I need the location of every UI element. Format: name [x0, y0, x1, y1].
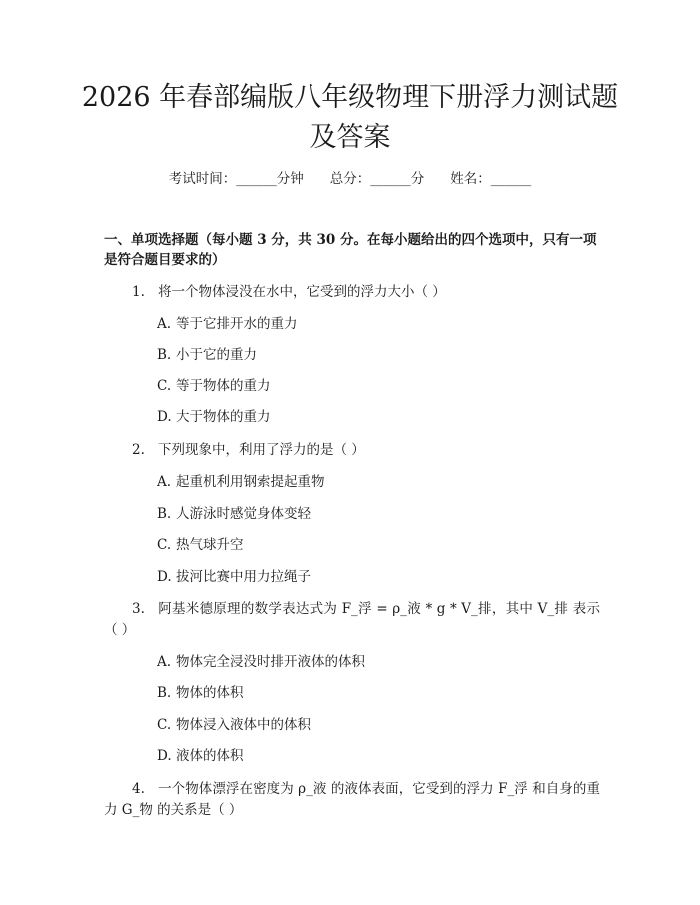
- name-field: 姓名：______: [450, 171, 532, 187]
- question-1: [104, 282, 600, 303]
- question-number: 3.: [132, 601, 145, 617]
- question-number: 2.: [132, 442, 145, 458]
- question-3-option-b: B. 物体的体积: [157, 685, 244, 701]
- question-number: 1.: [132, 284, 145, 300]
- question-4: [104, 779, 600, 821]
- question-1-option-a: A. 等于它排开水的重力: [157, 316, 298, 332]
- question-2-option-c: C. 热气球升空: [157, 537, 244, 553]
- question-text: 下列现象中，利用了浮力的是（ ）: [158, 442, 365, 458]
- total-score-field: 总分：______分: [329, 171, 425, 187]
- question-text: 将一个物体浸没在水中，它受到的浮力大小（ ）: [158, 284, 446, 300]
- title-line-2: 及答案: [309, 122, 391, 153]
- exam-time-field: 考试时间：______分钟: [168, 171, 304, 187]
- question-3-option-a: A. 物体完全浸没时排开液体的体积: [157, 654, 365, 670]
- question-1-option-c: C. 等于物体的重力: [157, 378, 271, 394]
- title-line-1: 2026 年春部编版八年级物理下册浮力测试题: [81, 82, 619, 113]
- question-text: 一个物体漂浮在密度为 ρ_液 的液体表面，它受到的浮力 F_浮 和自身的重力 G_物 的关系是（ ）: [104, 781, 600, 818]
- question-2: [104, 440, 600, 461]
- question-3-option-c: C. 物体浸入液体中的体积: [157, 717, 311, 733]
- question-2-option-a: A. 起重机利用钢索提起重物: [157, 474, 325, 490]
- question-1-option-b: B. 小于它的重力: [157, 347, 257, 363]
- question-2-option-b: B. 人游泳时感觉身体变轻: [157, 506, 311, 522]
- question-2-option-d: D. 拔河比赛中用力拉绳子: [157, 569, 311, 585]
- question-1-option-d: D. 大于物体的重力: [157, 409, 271, 425]
- question-3: [104, 599, 600, 641]
- document-title: [60, 78, 640, 158]
- section-heading: 一、单项选择题（每小题 3 分，共 30 分。在每小题给出的四个选项中，只有一项是符合题目要求的）: [104, 232, 597, 268]
- question-text: 阿基米德原理的数学表达式为 F_浮 = ρ_液 * g * V_排，其中 V_排 表示（ ）: [104, 601, 600, 638]
- question-3-option-d: D. 液体的体积: [157, 748, 244, 764]
- exam-info-line: [0, 170, 700, 188]
- question-number: 4.: [132, 781, 145, 797]
